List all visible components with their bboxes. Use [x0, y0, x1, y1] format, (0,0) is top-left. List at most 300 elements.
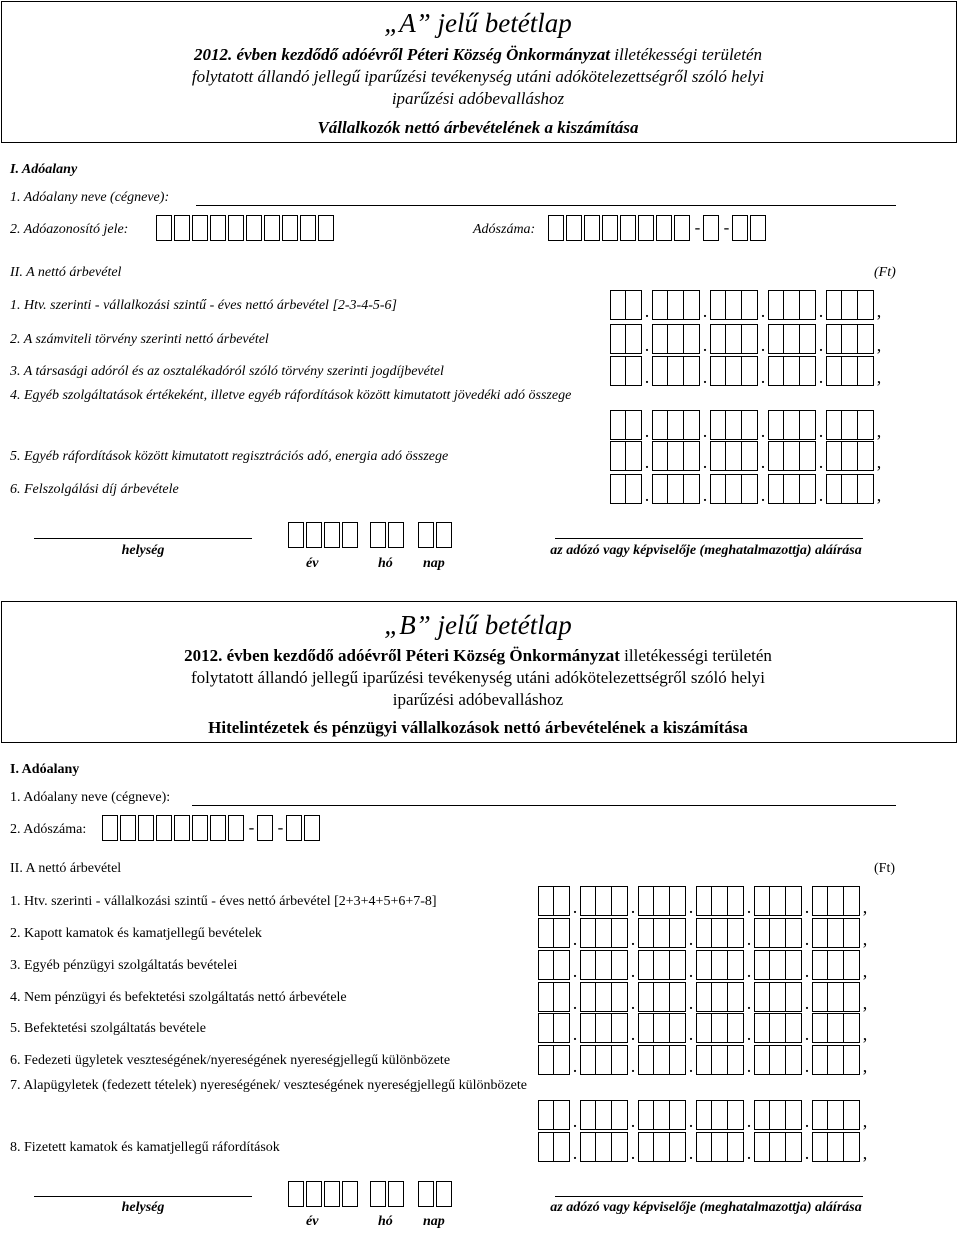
- digit-box[interactable]: [768, 356, 784, 386]
- digit-box[interactable]: [828, 1013, 844, 1043]
- digit-box[interactable]: [770, 982, 786, 1012]
- digit-box[interactable]: [770, 950, 786, 980]
- digit-group[interactable]: [696, 1013, 744, 1043]
- sheet-a-taxid-boxes[interactable]: [156, 215, 336, 241]
- digit-group[interactable]: [754, 982, 802, 1012]
- digit-box[interactable]: [712, 1100, 728, 1130]
- digit-box[interactable]: [638, 982, 654, 1012]
- digit-box[interactable]: [786, 1013, 802, 1043]
- digit-box[interactable]: [728, 1132, 744, 1162]
- digit-box[interactable]: [800, 474, 816, 504]
- digit-group[interactable]: [696, 918, 744, 948]
- digit-box[interactable]: [710, 410, 726, 440]
- digit-box[interactable]: [652, 324, 668, 354]
- digit-group[interactable]: [754, 1045, 802, 1075]
- digit-box[interactable]: [754, 886, 770, 916]
- sheet-a-row-1-amount[interactable]: [610, 290, 884, 320]
- digit-box[interactable]: [580, 918, 596, 948]
- digit-group[interactable]: [538, 918, 570, 948]
- digit-group[interactable]: [812, 1013, 860, 1043]
- digit-box[interactable]: [712, 1132, 728, 1162]
- digit-box[interactable]: [612, 918, 628, 948]
- digit-group[interactable]: [580, 886, 628, 916]
- digit-box[interactable]: [668, 356, 684, 386]
- digit-box[interactable]: [710, 356, 726, 386]
- digit-box[interactable]: [828, 1100, 844, 1130]
- digit-box[interactable]: [768, 441, 784, 471]
- digit-box[interactable]: [842, 410, 858, 440]
- digit-box[interactable]: [786, 1132, 802, 1162]
- digit-box[interactable]: [784, 410, 800, 440]
- digit-box[interactable]: [754, 950, 770, 980]
- sheet-b-row-8-amount[interactable]: [538, 1132, 870, 1162]
- digit-group[interactable]: [652, 356, 700, 386]
- digit-box[interactable]: [612, 886, 628, 916]
- digit-group[interactable]: [610, 290, 642, 320]
- digit-group[interactable]: [538, 1045, 570, 1075]
- digit-box[interactable]: [770, 1100, 786, 1130]
- sheet-b-date-month-boxes[interactable]: [370, 1181, 406, 1207]
- digit-box[interactable]: [784, 324, 800, 354]
- sheet-a-row-6-amount[interactable]: [610, 474, 884, 504]
- digit-group[interactable]: [826, 290, 874, 320]
- digit-box[interactable]: [654, 886, 670, 916]
- digit-box[interactable]: [712, 1013, 728, 1043]
- digit-group[interactable]: [538, 886, 570, 916]
- digit-box[interactable]: [828, 1132, 844, 1162]
- digit-box[interactable]: [670, 1100, 686, 1130]
- digit-box[interactable]: [626, 441, 642, 471]
- digit-box[interactable]: [712, 950, 728, 980]
- sheet-b-row-2-amount[interactable]: [538, 918, 870, 948]
- digit-group[interactable]: [538, 1132, 570, 1162]
- digit-box[interactable]: [742, 474, 758, 504]
- digit-box[interactable]: [554, 1100, 570, 1130]
- digit-group[interactable]: [652, 410, 700, 440]
- digit-box[interactable]: [538, 1100, 554, 1130]
- digit-box[interactable]: [538, 950, 554, 980]
- digit-group[interactable]: [610, 324, 642, 354]
- digit-box[interactable]: [626, 290, 642, 320]
- digit-box[interactable]: [710, 474, 726, 504]
- digit-group[interactable]: [754, 1100, 802, 1130]
- digit-box[interactable]: [580, 1132, 596, 1162]
- digit-box[interactable]: [844, 1013, 860, 1043]
- digit-group[interactable]: [710, 324, 758, 354]
- digit-box[interactable]: [858, 474, 874, 504]
- digit-box[interactable]: [684, 290, 700, 320]
- digit-group[interactable]: [768, 324, 816, 354]
- digit-group[interactable]: [610, 474, 642, 504]
- digit-box[interactable]: [768, 410, 784, 440]
- digit-box[interactable]: [770, 886, 786, 916]
- digit-box[interactable]: [826, 410, 842, 440]
- digit-group[interactable]: [538, 1100, 570, 1130]
- digit-box[interactable]: [812, 1013, 828, 1043]
- sheet-a-date-month-boxes[interactable]: [370, 522, 406, 548]
- digit-box[interactable]: [844, 1132, 860, 1162]
- digit-box[interactable]: [580, 950, 596, 980]
- digit-box[interactable]: [828, 1045, 844, 1075]
- digit-group[interactable]: [580, 918, 628, 948]
- digit-group[interactable]: [638, 982, 686, 1012]
- digit-box[interactable]: [652, 410, 668, 440]
- digit-box[interactable]: [668, 410, 684, 440]
- digit-box[interactable]: [638, 1045, 654, 1075]
- digit-group[interactable]: [696, 1045, 744, 1075]
- digit-box[interactable]: [638, 918, 654, 948]
- sheet-b-name-field[interactable]: [192, 805, 896, 806]
- digit-box[interactable]: [554, 1013, 570, 1043]
- digit-box[interactable]: [612, 1013, 628, 1043]
- digit-box[interactable]: [728, 1013, 744, 1043]
- digit-group[interactable]: [754, 918, 802, 948]
- digit-box[interactable]: [784, 474, 800, 504]
- digit-box[interactable]: [812, 950, 828, 980]
- digit-group[interactable]: [638, 950, 686, 980]
- digit-box[interactable]: [668, 324, 684, 354]
- digit-box[interactable]: [612, 950, 628, 980]
- digit-box[interactable]: [538, 886, 554, 916]
- digit-box[interactable]: [596, 950, 612, 980]
- digit-box[interactable]: [728, 886, 744, 916]
- sheet-a-date-day-boxes[interactable]: [418, 522, 454, 548]
- digit-box[interactable]: [842, 441, 858, 471]
- sheet-b-row-7-amount[interactable]: [538, 1100, 870, 1130]
- digit-box[interactable]: [712, 1045, 728, 1075]
- digit-group[interactable]: [652, 324, 700, 354]
- digit-box[interactable]: [742, 324, 758, 354]
- digit-box[interactable]: [696, 982, 712, 1012]
- sheet-b-row-5-amount[interactable]: [538, 1013, 870, 1043]
- digit-group[interactable]: [638, 1013, 686, 1043]
- digit-box[interactable]: [844, 886, 860, 916]
- digit-box[interactable]: [580, 982, 596, 1012]
- digit-group[interactable]: [754, 886, 802, 916]
- digit-box[interactable]: [654, 918, 670, 948]
- digit-group[interactable]: [696, 982, 744, 1012]
- digit-box[interactable]: [754, 982, 770, 1012]
- digit-box[interactable]: [826, 474, 842, 504]
- digit-box[interactable]: [684, 474, 700, 504]
- digit-box[interactable]: [726, 474, 742, 504]
- digit-box[interactable]: [770, 1013, 786, 1043]
- digit-group[interactable]: [754, 950, 802, 980]
- digit-group[interactable]: [768, 410, 816, 440]
- digit-box[interactable]: [858, 356, 874, 386]
- digit-group[interactable]: [768, 356, 816, 386]
- digit-box[interactable]: [612, 1045, 628, 1075]
- digit-box[interactable]: [670, 886, 686, 916]
- digit-box[interactable]: [638, 1013, 654, 1043]
- digit-box[interactable]: [638, 1100, 654, 1130]
- digit-box[interactable]: [684, 410, 700, 440]
- digit-box[interactable]: [826, 356, 842, 386]
- digit-box[interactable]: [844, 982, 860, 1012]
- digit-box[interactable]: [654, 950, 670, 980]
- digit-box[interactable]: [638, 950, 654, 980]
- digit-box[interactable]: [784, 290, 800, 320]
- digit-box[interactable]: [812, 1045, 828, 1075]
- digit-box[interactable]: [670, 1132, 686, 1162]
- digit-box[interactable]: [800, 356, 816, 386]
- digit-box[interactable]: [654, 1045, 670, 1075]
- digit-box[interactable]: [842, 290, 858, 320]
- digit-box[interactable]: [610, 441, 626, 471]
- sheet-a-row-2-amount[interactable]: [610, 324, 884, 354]
- digit-box[interactable]: [654, 1100, 670, 1130]
- digit-box[interactable]: [668, 474, 684, 504]
- digit-box[interactable]: [684, 324, 700, 354]
- sheet-b-signature-field[interactable]: [555, 1196, 863, 1197]
- digit-box[interactable]: [652, 441, 668, 471]
- digit-box[interactable]: [596, 1100, 612, 1130]
- digit-box[interactable]: [596, 1013, 612, 1043]
- digit-box[interactable]: [670, 950, 686, 980]
- digit-group[interactable]: [710, 474, 758, 504]
- digit-box[interactable]: [768, 324, 784, 354]
- digit-box[interactable]: [826, 324, 842, 354]
- digit-box[interactable]: [828, 886, 844, 916]
- digit-box[interactable]: [668, 441, 684, 471]
- digit-box[interactable]: [596, 918, 612, 948]
- digit-box[interactable]: [654, 1132, 670, 1162]
- digit-box[interactable]: [742, 410, 758, 440]
- sheet-b-row-6-amount[interactable]: [538, 1045, 870, 1075]
- digit-group[interactable]: [812, 886, 860, 916]
- digit-box[interactable]: [754, 918, 770, 948]
- digit-box[interactable]: [596, 982, 612, 1012]
- sheet-a-date-year-boxes[interactable]: [288, 522, 360, 548]
- digit-box[interactable]: [728, 1100, 744, 1130]
- digit-box[interactable]: [844, 1100, 860, 1130]
- digit-box[interactable]: [538, 1013, 554, 1043]
- sheet-a-row-5-amount[interactable]: [610, 441, 884, 471]
- digit-group[interactable]: [710, 410, 758, 440]
- sheet-b-place-field[interactable]: [34, 1196, 252, 1197]
- digit-group[interactable]: [538, 950, 570, 980]
- digit-box[interactable]: [812, 982, 828, 1012]
- sheet-b-taxno-boxes[interactable]: - -: [102, 815, 322, 841]
- digit-box[interactable]: [858, 324, 874, 354]
- digit-box[interactable]: [612, 1132, 628, 1162]
- digit-group[interactable]: [696, 1132, 744, 1162]
- digit-box[interactable]: [728, 918, 744, 948]
- digit-group[interactable]: [710, 441, 758, 471]
- digit-group[interactable]: [696, 886, 744, 916]
- digit-group[interactable]: [768, 290, 816, 320]
- digit-box[interactable]: [812, 918, 828, 948]
- digit-group[interactable]: [710, 356, 758, 386]
- digit-box[interactable]: [596, 1132, 612, 1162]
- digit-box[interactable]: [612, 982, 628, 1012]
- digit-box[interactable]: [728, 1045, 744, 1075]
- digit-box[interactable]: [626, 356, 642, 386]
- digit-group[interactable]: [826, 324, 874, 354]
- digit-group[interactable]: [812, 982, 860, 1012]
- digit-box[interactable]: [842, 474, 858, 504]
- digit-box[interactable]: [712, 918, 728, 948]
- digit-box[interactable]: [770, 1045, 786, 1075]
- digit-box[interactable]: [784, 441, 800, 471]
- digit-box[interactable]: [696, 1013, 712, 1043]
- digit-box[interactable]: [538, 1132, 554, 1162]
- digit-box[interactable]: [800, 324, 816, 354]
- digit-box[interactable]: [670, 1045, 686, 1075]
- digit-group[interactable]: [812, 1132, 860, 1162]
- digit-box[interactable]: [712, 886, 728, 916]
- digit-box[interactable]: [710, 441, 726, 471]
- digit-box[interactable]: [754, 1100, 770, 1130]
- digit-box[interactable]: [826, 290, 842, 320]
- digit-box[interactable]: [580, 886, 596, 916]
- digit-box[interactable]: [842, 356, 858, 386]
- digit-group[interactable]: [826, 474, 874, 504]
- digit-group[interactable]: [710, 290, 758, 320]
- digit-box[interactable]: [742, 441, 758, 471]
- sheet-a-place-field[interactable]: [34, 538, 252, 539]
- digit-box[interactable]: [754, 1132, 770, 1162]
- digit-group[interactable]: [580, 982, 628, 1012]
- digit-box[interactable]: [610, 290, 626, 320]
- digit-group[interactable]: [610, 410, 642, 440]
- digit-box[interactable]: [784, 356, 800, 386]
- digit-group[interactable]: [638, 918, 686, 948]
- digit-box[interactable]: [626, 410, 642, 440]
- digit-box[interactable]: [538, 1045, 554, 1075]
- sheet-b-date-day-boxes[interactable]: [418, 1181, 454, 1207]
- digit-group[interactable]: [826, 441, 874, 471]
- digit-box[interactable]: [726, 356, 742, 386]
- digit-box[interactable]: [554, 1132, 570, 1162]
- digit-box[interactable]: [726, 290, 742, 320]
- digit-box[interactable]: [770, 1132, 786, 1162]
- digit-box[interactable]: [768, 474, 784, 504]
- digit-group[interactable]: [538, 1013, 570, 1043]
- digit-box[interactable]: [726, 324, 742, 354]
- digit-group[interactable]: [638, 1045, 686, 1075]
- digit-group[interactable]: [768, 474, 816, 504]
- digit-group[interactable]: [610, 441, 642, 471]
- digit-group[interactable]: [580, 950, 628, 980]
- digit-box[interactable]: [596, 1045, 612, 1075]
- digit-box[interactable]: [580, 1045, 596, 1075]
- digit-box[interactable]: [668, 290, 684, 320]
- digit-box[interactable]: [652, 474, 668, 504]
- digit-box[interactable]: [696, 1100, 712, 1130]
- digit-group[interactable]: [652, 441, 700, 471]
- digit-box[interactable]: [610, 410, 626, 440]
- digit-box[interactable]: [844, 918, 860, 948]
- digit-box[interactable]: [786, 1045, 802, 1075]
- digit-box[interactable]: [626, 324, 642, 354]
- digit-group[interactable]: [768, 441, 816, 471]
- digit-box[interactable]: [800, 441, 816, 471]
- digit-box[interactable]: [726, 410, 742, 440]
- digit-group[interactable]: [826, 410, 874, 440]
- digit-box[interactable]: [812, 1132, 828, 1162]
- digit-box[interactable]: [638, 1132, 654, 1162]
- digit-box[interactable]: [786, 1100, 802, 1130]
- sheet-a-signature-field[interactable]: [555, 538, 863, 539]
- sheet-a-name-field[interactable]: [196, 205, 896, 206]
- sheet-a-row-3-amount[interactable]: [610, 356, 884, 386]
- digit-box[interactable]: [844, 1045, 860, 1075]
- digit-group[interactable]: [652, 474, 700, 504]
- digit-group[interactable]: [812, 1045, 860, 1075]
- digit-group[interactable]: [580, 1013, 628, 1043]
- digit-group[interactable]: [638, 886, 686, 916]
- digit-box[interactable]: [812, 1100, 828, 1130]
- digit-group[interactable]: [538, 982, 570, 1012]
- sheet-b-row-3-amount[interactable]: [538, 950, 870, 980]
- digit-box[interactable]: [800, 410, 816, 440]
- digit-box[interactable]: [696, 950, 712, 980]
- sheet-b-row-4-amount[interactable]: [538, 982, 870, 1012]
- digit-box[interactable]: [858, 290, 874, 320]
- digit-box[interactable]: [844, 950, 860, 980]
- digit-box[interactable]: [728, 982, 744, 1012]
- digit-box[interactable]: [696, 1132, 712, 1162]
- digit-box[interactable]: [786, 886, 802, 916]
- digit-box[interactable]: [742, 356, 758, 386]
- digit-group[interactable]: [610, 356, 642, 386]
- digit-group[interactable]: [580, 1132, 628, 1162]
- digit-box[interactable]: [812, 886, 828, 916]
- digit-box[interactable]: [684, 441, 700, 471]
- digit-box[interactable]: [638, 886, 654, 916]
- digit-box[interactable]: [710, 290, 726, 320]
- digit-box[interactable]: [696, 886, 712, 916]
- digit-box[interactable]: [858, 441, 874, 471]
- digit-box[interactable]: [654, 1013, 670, 1043]
- sheet-b-date-year-boxes[interactable]: [288, 1181, 360, 1207]
- digit-box[interactable]: [786, 982, 802, 1012]
- digit-box[interactable]: [786, 950, 802, 980]
- digit-box[interactable]: [712, 982, 728, 1012]
- digit-group[interactable]: [754, 1132, 802, 1162]
- digit-box[interactable]: [554, 982, 570, 1012]
- digit-box[interactable]: [754, 1013, 770, 1043]
- digit-box[interactable]: [684, 356, 700, 386]
- digit-group[interactable]: [580, 1045, 628, 1075]
- digit-box[interactable]: [742, 290, 758, 320]
- digit-box[interactable]: [670, 1013, 686, 1043]
- digit-box[interactable]: [554, 950, 570, 980]
- digit-box[interactable]: [826, 441, 842, 471]
- digit-box[interactable]: [696, 1045, 712, 1075]
- digit-box[interactable]: [612, 1100, 628, 1130]
- digit-box[interactable]: [654, 982, 670, 1012]
- digit-group[interactable]: [812, 918, 860, 948]
- sheet-a-row-4-amount[interactable]: [610, 410, 884, 440]
- digit-group[interactable]: [812, 950, 860, 980]
- digit-group[interactable]: [638, 1100, 686, 1130]
- digit-box[interactable]: [538, 918, 554, 948]
- digit-box[interactable]: [800, 290, 816, 320]
- digit-box[interactable]: [626, 474, 642, 504]
- digit-box[interactable]: [610, 356, 626, 386]
- digit-box[interactable]: [610, 324, 626, 354]
- digit-group[interactable]: [754, 1013, 802, 1043]
- digit-group[interactable]: [652, 290, 700, 320]
- digit-group[interactable]: [580, 1100, 628, 1130]
- digit-box[interactable]: [554, 918, 570, 948]
- digit-box[interactable]: [786, 918, 802, 948]
- digit-box[interactable]: [842, 324, 858, 354]
- digit-box[interactable]: [858, 410, 874, 440]
- digit-box[interactable]: [768, 290, 784, 320]
